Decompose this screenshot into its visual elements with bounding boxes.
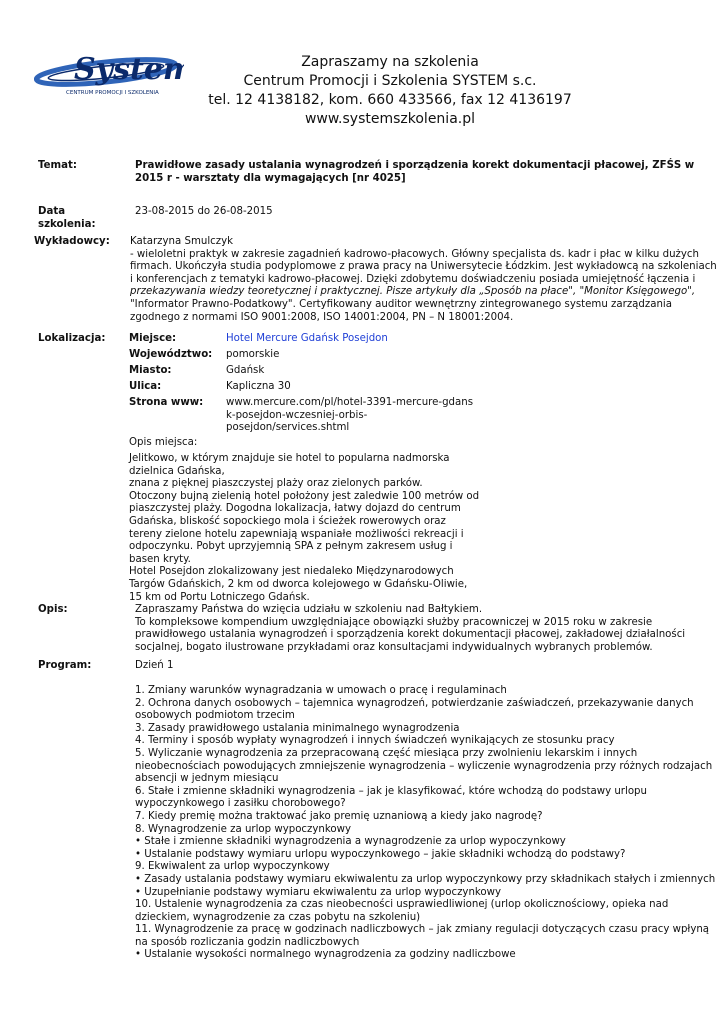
lecturer-bio-line: przekazywania wiedzy teoretycznej i praktycznej. Pisze artykuły dla „Sposób na płace", "Monitor Księgowego", [130,286,696,298]
description-line: prawidłowego ustalania wynagrodzeń i sporządzenia korekt dokumentacji płacowej, zakładowej działalności [135,629,686,641]
program-item: • Ustalanie podstawy wymiaru urlopu wypoczynkowego – jakie składniki wchodzą do podstawy? [135,848,626,860]
place-description-line: tereny zielone hotelu zapewniają wspaniałe możliwości rekreacji i [129,528,464,540]
program-item: 1. Zmiany warunków wynagradzania w umowach o pracę i regulaminach [135,685,507,696]
page-header [200,53,580,129]
www-key: Strona www: [129,397,204,408]
region-value: pomorskie [226,349,280,360]
place-link[interactable]: Hotel Mercure Gdańsk Posejdon [226,333,388,344]
program-item: 9. Ekwiwalent za urlop wypoczynkowy [135,861,330,873]
logo-swoosh-icon [34,50,184,100]
program-item: nieobecnościach powodujących zmniejszenie wynagrodzenia – wyliczenie wynagrodzenia przy różnych rodzajach [135,760,713,772]
place-description-line: Otoczony bujną zielenią hotel położony jest zaledwie 100 metrów od [129,490,480,502]
date-label [38,206,96,231]
date-value: 23-08-2015 do 26-08-2015 [135,206,273,217]
program-item: • Zasady ustalania podstawy wymiaru ekwiwalentu za urlop wypoczynkowy przy składnikach stałych i zmiennych [135,873,716,885]
header-line-2: Centrum Promocji i Szkolenia SYSTEM s.c. [243,73,537,89]
program-item: 3. Zasady prawidłowego ustalania minimalnego wynagrodzenia [135,722,460,734]
program-item: 5. Wyliczanie wynagrodzenia za przepracowaną część miesiąca przy zwolnieniu lekarskim i innych [135,747,638,759]
program-item: 6. Stałe i zmienne składniki wynagrodzenia – jak je klasyfikować, które wchodzą do podstawy urlopu [135,785,647,797]
company-logo [34,50,184,100]
place-description-line: dzielnica Gdańska, [129,465,225,477]
lecturer-bio-line: i konferencjach z tematyki kadrowo-płacowej. Dzięki zdobytemu doświadczeniu posiada umiejętność łączenia i [130,273,696,285]
street-key: Ulica: [129,381,162,392]
place-description-line: basen kryty. [129,553,191,565]
www-line: k-posejdon-wczesniej-orbis- [226,409,368,421]
description-line: To kompleksowe kompendium uwzględniające obowiązki służby pracowniczej w 2015 roku w zakresie [135,616,653,628]
program-item: • Stałe i zmienne składniki wynagrodzenia a wynagrodzenie za urlop wypoczynkowy [135,836,566,848]
date-label-line: szkolenia: [38,218,96,230]
description-label: Opis: [38,604,68,615]
description-text [135,604,705,654]
logo-subtitle: CENTRUM PROMOCJI I SZKOLENIA [66,90,159,96]
place-key: Miejsce: [129,333,177,344]
place-description [129,453,509,604]
header-line-1: Zapraszamy na szkolenia [301,54,479,70]
description-line: socjalnej, bogato ilustrowane przykładami oraz konsultacjami indywidualnych wybranych problemów. [135,641,653,653]
city-value: Gdańsk [226,365,265,376]
lecturer-name: Katarzyna Smulczyk [130,236,234,247]
program-item: • Ustalanie wysokości normalnego wynagrodzenia za godziny nadliczbowe [135,949,516,961]
lecturers-label: Wykładowcy: [34,236,110,247]
lecturer-bio-line: firmach. Ukończyła studia podyplomowe z prawa pracy na Uniwersytecie Łódzkim. Jest wykładowcą na szkoleniach [130,261,717,273]
www-value[interactable] [226,397,476,435]
header-line-4: www.systemszkolenia.pl [304,111,476,127]
www-line: posejdon/services.shtml [226,422,350,434]
logo-wordmark: System [74,52,184,87]
place-description-line: piaszczystej plaży. Dogodna lokalizacja, łatwy dojazd do centrum [129,503,461,515]
place-description-line: odpoczynku. Pobyt uprzyjemnią SPA z pełnym zakresem usług i [129,541,453,553]
program-item: wypoczynkowego i zasiłku chorobowego? [135,798,346,810]
place-description-line: Jelitkowo, w którym znajduje sie hotel to popularna nadmorska [129,453,450,464]
place-description-title: Opis miejsca: [129,437,198,448]
program-item: 7. Kiedy premię można traktować jako premię uznaniową a kiedy jako nagrodę? [135,810,543,822]
topic-line: Prawidłowe zasady ustalania wynagrodzeń i sporządzenia korekt dokumentacji płacowej, ZFŚS w [135,160,695,171]
place-description-line: Targów Gdańskich, 2 km od dworca kolejowego w Gdańsku-Oliwie, [129,578,468,590]
lecturer-bio [130,236,717,324]
topic-label: Temat: [38,160,77,171]
program-item: na sposób rozliczania godzin nadliczbowych [135,936,360,948]
location-label: Lokalizacja: [38,333,106,344]
place-description-line: znana z pięknej piaszczystej plaży oraz zielonych parków. [129,478,423,490]
lecturer-bio-line: "Informator Prawno-Podatkowy". Certyfikowany auditor wewnętrzny zintegrowanego systemu zarządzania [130,298,673,310]
city-key: Miasto: [129,365,172,376]
program-item: 11. Wynagrodzenie za pracę w godzinach nadliczbowych – jak zmiany regulacji dotyczących czasu pracy wpłyną [135,924,710,936]
street-value: Kapliczna 30 [226,381,291,392]
region-key: Województwo: [129,349,213,360]
program-item: 2. Ochrona danych osobowych – tajemnica wynagrodzeń, potwierdzanie zaświadczeń, przekazywanie danych [135,697,694,709]
date-label-line: Data [38,206,66,217]
www-line: www.mercure.com/pl/hotel-3391-mercure-gdans [226,397,474,408]
program-item: absencji w jednym miesiącu [135,773,279,785]
place-description-line: Hotel Posejdon zlokalizowany jest niedaleko Międzynarodowych [129,566,454,578]
program-item: • Uzupełnianie podstawy wymiaru ekwiwalentu za urlop wypoczynkowy [135,886,502,898]
program-item: 10. Ustalenie wynagrodzenia za czas nieobecności usprawiedliwionej (urlop okolicznościowy, opieka nad [135,899,669,911]
program-list [135,685,716,962]
place-description-line: Gdańska, bliskość sopockiego mola i ścieżek rowerowych oraz [129,515,446,527]
description-line: Zapraszamy Państwa do wzięcia udziału w szkoleniu nad Bałtykiem. [135,604,483,615]
program-label: Program: [38,660,92,671]
topic-line: 2015 r - warsztaty dla wymagających [nr 4025] [135,172,406,184]
program-item: dzieckiem, wynagrodzenie za czas pobytu na szkoleniu) [135,911,421,923]
program-item: 8. Wynagrodzenie za urlop wypoczynkowy [135,823,351,835]
lecturer-bio-line: zgodnego z normami ISO 9001:2008, ISO 14001:2004, PN – N 18001:2004. [130,311,514,323]
place-description-line: 15 km od Portu Lotniczego Gdańsk. [129,591,310,603]
program-item: osobowych podmiotom trzecim [135,710,295,722]
header-line-3: tel. 12 4138182, kom. 660 433566, fax 12 4136197 [208,92,572,108]
lecturer-bio-line: - wieloletni praktyk w zakresie zagadnień kadrowo-płacowych. Główny specjalista ds. kadr i płac w kilku dużych [130,248,699,260]
program-item: 4. Terminy i sposób wypłaty wynagrodzeń i innych świadczeń wynikających ze stosunku pracy [135,735,615,747]
topic-title [135,160,693,185]
program-day: Dzień 1 [135,660,174,671]
